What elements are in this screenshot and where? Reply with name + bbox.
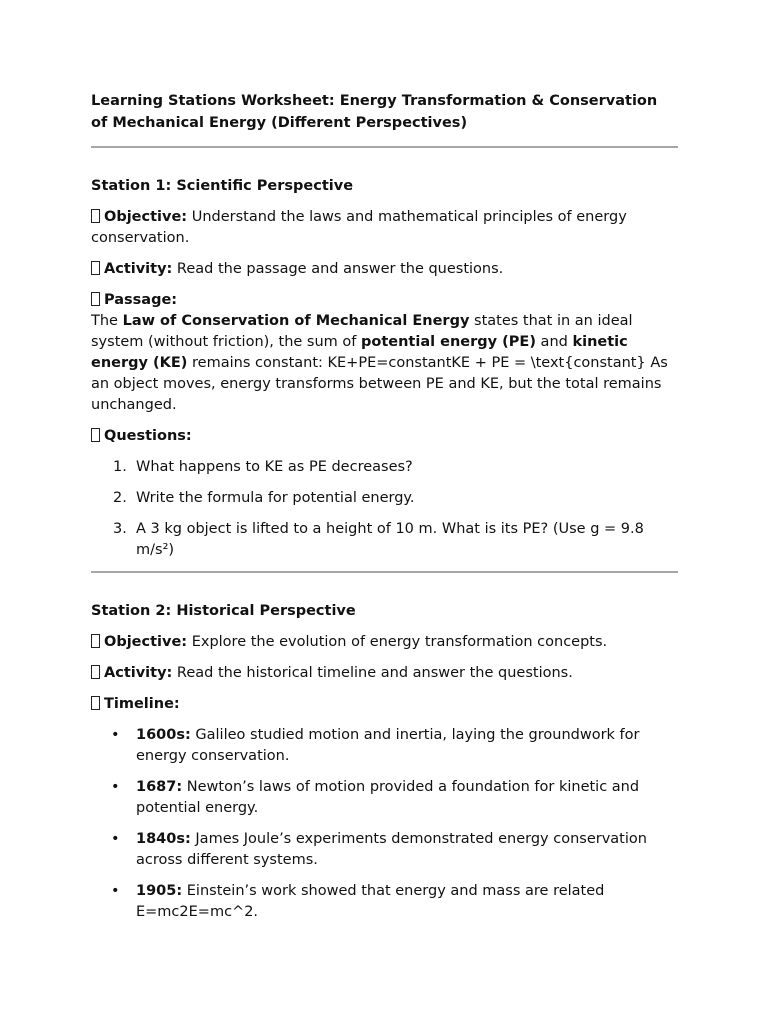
passage-text: and	[535, 334, 573, 350]
passage-text: states that in an ideal system (without friction), the sum of	[91, 313, 633, 350]
bullet-icon: •	[111, 779, 120, 795]
station-2-activity	[91, 663, 678, 684]
list-item	[111, 725, 678, 767]
timeline-text: Newton’s laws of motion provided a foundation for kinetic and potential energy.	[136, 779, 640, 816]
missing-glyph-icon	[91, 696, 100, 710]
questions-label: Questions:	[104, 428, 192, 444]
station-1-section	[91, 176, 678, 561]
station-2-heading: Station 2: Historical Perspective	[91, 603, 356, 619]
questions-list	[91, 457, 678, 561]
activity-text: Read the passage and answer the questions.	[172, 261, 504, 277]
section-divider	[91, 146, 678, 148]
missing-glyph-icon	[91, 428, 100, 442]
timeline-year: 1905:	[136, 883, 183, 899]
station-1-activity	[91, 259, 678, 280]
objective-label: Objective:	[104, 209, 188, 225]
timeline-text: Galileo studied motion and inertia, laying the groundwork for energy conservation.	[136, 727, 640, 764]
activity-label: Activity:	[104, 261, 173, 277]
timeline-text: Einstein’s work showed that energy and mass are related E=mc2E=mc^2.	[136, 883, 605, 920]
missing-glyph-icon	[91, 292, 100, 306]
question-number: 1.	[113, 459, 127, 475]
station-1-objective	[91, 207, 678, 249]
timeline-label: Timeline:	[104, 696, 180, 712]
list-item	[113, 457, 678, 478]
document-title: Learning Stations Worksheet: Energy Transformation & Conservation of Mechanical Energy (Different Perspectives)	[91, 93, 658, 131]
worksheet-page	[91, 90, 678, 933]
list-item	[111, 881, 678, 923]
objective-text: Explore the evolution of energy transformation concepts.	[187, 634, 608, 650]
objective-text: Understand the laws and mathematical principles of energy conservation.	[91, 209, 627, 246]
objective-label: Objective:	[104, 634, 188, 650]
question-number: 3.	[113, 521, 127, 537]
missing-glyph-icon	[91, 665, 100, 679]
list-item	[113, 519, 678, 561]
passage-bold-term: Law of Conservation of Mechanical Energy	[122, 313, 470, 329]
list-item	[111, 777, 678, 819]
list-item	[113, 488, 678, 509]
station-1-passage	[91, 290, 678, 416]
bullet-icon: •	[111, 883, 120, 899]
station-2-section	[91, 601, 678, 923]
timeline-year: 1840s:	[136, 831, 191, 847]
question-text: Write the formula for potential energy.	[136, 490, 415, 506]
station-1-questions-heading	[91, 426, 678, 447]
passage-text: The	[91, 313, 123, 329]
question-text: What happens to KE as PE decreases?	[136, 459, 413, 475]
list-item	[111, 829, 678, 871]
section-divider	[91, 571, 678, 573]
activity-text: Read the historical timeline and answer the questions.	[172, 665, 573, 681]
passage-text: remains constant: KE+PE=constantKE + PE = \text{constant} As an object moves, energy transforms between PE and KE, but the total remains unchanged.	[91, 355, 668, 413]
station-2-timeline-heading	[91, 694, 678, 715]
timeline-year: 1687:	[136, 779, 183, 795]
question-number: 2.	[113, 490, 127, 506]
passage-label: Passage:	[104, 292, 178, 308]
timeline-list	[91, 725, 678, 923]
missing-glyph-icon	[91, 261, 100, 275]
missing-glyph-icon	[91, 209, 100, 223]
bullet-icon: •	[111, 831, 120, 847]
passage-bold-term: potential energy (PE)	[361, 334, 536, 350]
station-2-objective	[91, 632, 678, 653]
passage-bold-term: kinetic energy (KE)	[91, 334, 628, 371]
activity-label: Activity:	[104, 665, 173, 681]
question-text: A 3 kg object is lifted to a height of 10 m. What is its PE? (Use g = 9.8 m/s²)	[136, 521, 644, 558]
bullet-icon: •	[111, 727, 120, 743]
timeline-text: James Joule’s experiments demonstrated energy conservation across different systems.	[136, 831, 647, 868]
station-1-heading: Station 1: Scientific Perspective	[91, 178, 354, 194]
timeline-year: 1600s:	[136, 727, 191, 743]
missing-glyph-icon	[91, 634, 100, 648]
